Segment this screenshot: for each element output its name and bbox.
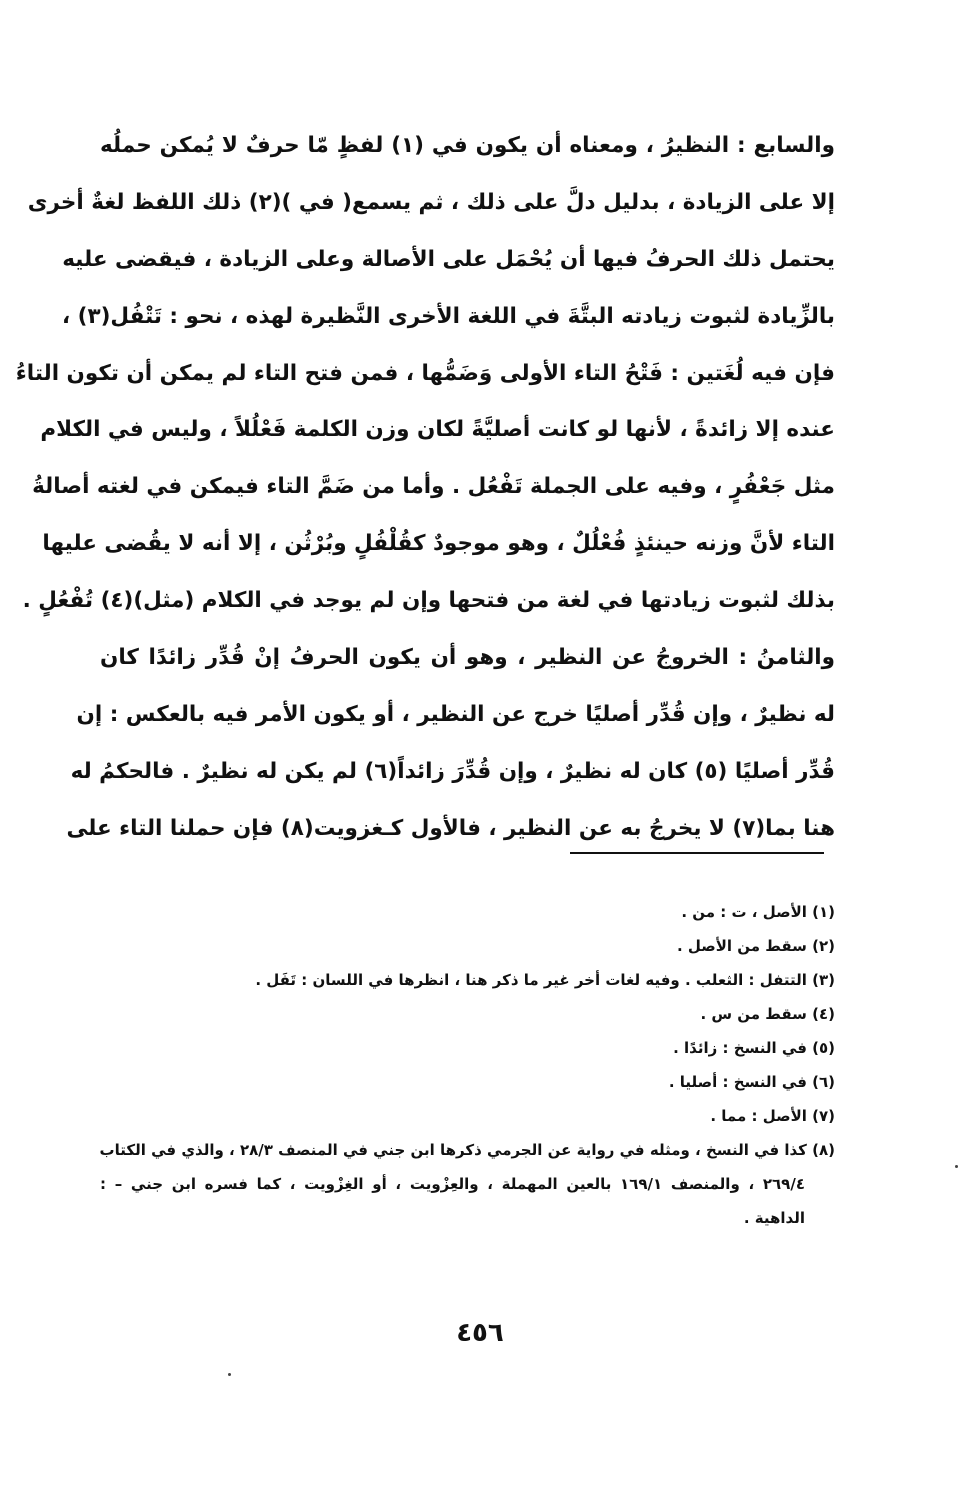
scan-speck — [955, 1165, 958, 1168]
footnote-continuation: الداهية . — [743, 1209, 805, 1227]
text-line: عنده إلا زائدةً ، لأنها لو كانت أصليَّةً لكان وزن الكلمة فَعْلُلاً ، وليس في الكلام — [40, 417, 835, 443]
text-line: يحتمل ذلك الحرفُ فيها أن يُحْمَل على الأصالة وعلى الزيادة ، فيقضى عليه — [62, 246, 835, 272]
scan-speck — [228, 1373, 231, 1376]
text-line: قُدِّر أصليًا (٥) كان له نظيرٌ ، وإن قُدِّرَ زائداً(٦) لم يكن له نظيرٌ . فالحكمُ له — [70, 758, 835, 784]
footnote: (٣) التتفل : الثعلب . وفيه لغات أخر غير ما ذكر هنا ، انظرها في اللسان : تَفَل . — [255, 971, 835, 989]
text-line: بذلك لثبوت زيادتها في لغة من فتحها وإن لم يوجد في الكلام (مثل)(٤) تُفْعُلٍ . — [22, 588, 835, 614]
footnote: (٨) كذا في النسخ ، ومثله في رواية عن الجرمي ذكرها ابن جني في المنصف ٢٨/٣ ، والذي في الكتاب — [99, 1141, 835, 1159]
footnotes — [100, 895, 835, 1235]
text-line: التاء لأنَّ وزنه حينئذٍ فُعْلُلٌ ، وهو موجودٌ كقُلْفُلٍ وبُرْثُن ، إلا أنه لا يقُضى عليها — [42, 531, 835, 557]
main-text — [15, 118, 835, 858]
footnote: (١) الأصل ، ت : من . — [681, 903, 835, 921]
footnote-separator — [570, 852, 824, 854]
footnote: (٦) في النسخ : أصليا . — [668, 1073, 835, 1091]
text-line: والثامنُ : الخروجُ عن النظير ، وهو أن يكون الحرفُ إنْ قُدِّر زائدًا كان — [100, 645, 835, 671]
footnote: (٥) في النسخ : زائدًا . — [673, 1039, 835, 1057]
text-line: مثل جَعْفُرٍ ، وفيه على الجملة تَفْعُل . وأما من ضَمَّ التاء فيمكن في لغته أصالةُ — [32, 474, 835, 500]
text-line: له نظيرٌ ، وإن قُدِّر أصليًا خرج عن النظير ، أو يكون الأمر فيه بالعكس : إن — [76, 701, 835, 727]
footnote: (٢) سقط من الأصل . — [676, 937, 835, 955]
text-line: إلا على الزيادة ، بدليل دلَّ على ذلك ، ثم يسمع( في )(٢) ذلك اللفظ لغةٌ أخرى — [27, 189, 835, 215]
text-line: فإن فيه لُغَتين : فَتْحُ التاء الأولى وَضَمُّها ، فمن فتح التاء لم يمكن أن تكون التاءُ — [15, 360, 835, 386]
footnote-continuation: ٢٦٩/٤ ، والمنصف ١٦٩/١ بالعين المهملة ، والعِزْويت ، أو الغِزْويت ، كما فسره ابن جني – : — [100, 1175, 805, 1193]
text-line: هنا بما(٧) لا يخرجُ به عن النظير ، فالأول كـغزويت(٨) فإن حملنا التاء على — [66, 815, 835, 841]
footnote: (٤) سقط من س . — [700, 1005, 835, 1023]
text-line: بالزِّيادة لثبوت زيادته البتَّةَ في اللغة الأخرى النَّظيرة لهذه ، نحو : تَتْفُل(٣) ، — [61, 303, 835, 329]
text-line: والسابع : النظيرُ ، ومعناه أن يكون في (١) لفظٍ مّا حرفٌ لا يُمكن حملُه — [100, 133, 835, 158]
page-number: ٤٥٦ — [456, 1318, 504, 1348]
footnote: (٧) الأصل : مما . — [710, 1107, 835, 1125]
